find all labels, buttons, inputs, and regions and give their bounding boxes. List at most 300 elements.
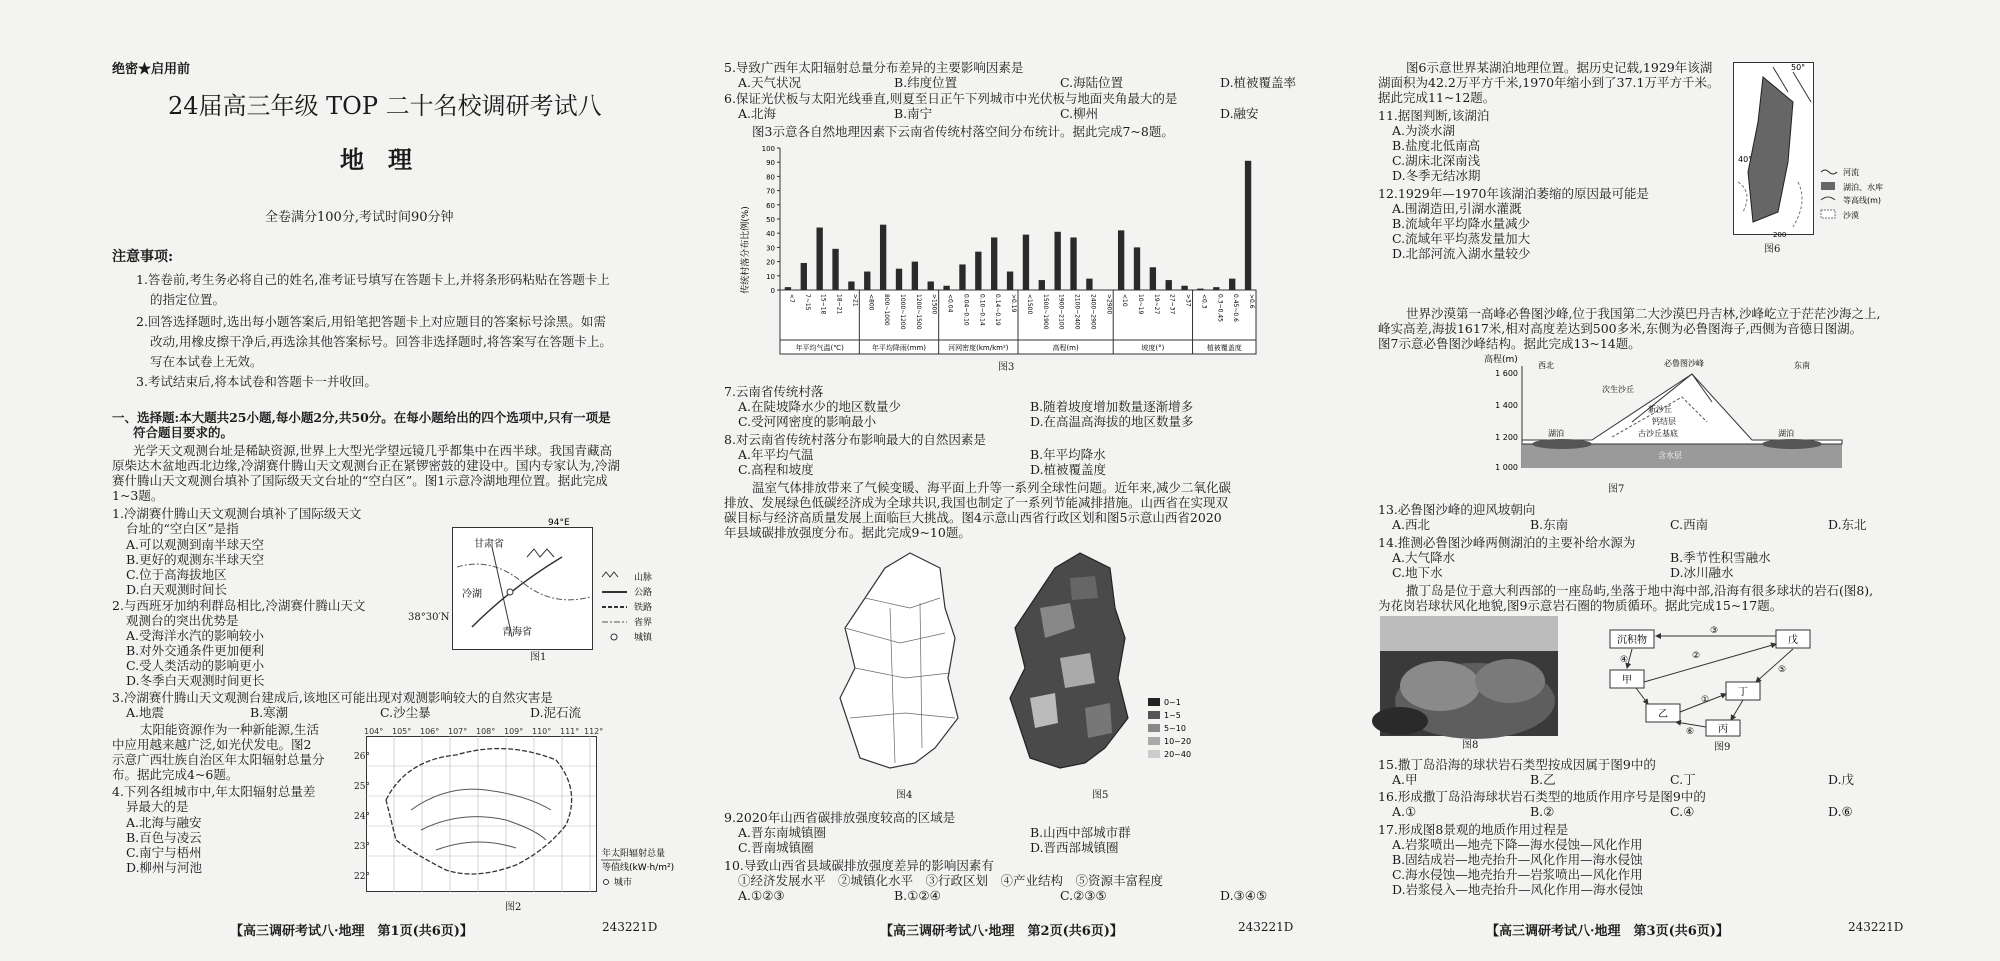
intro4-line: 温室气体排放带来了气候变暖、海平面上升等一系列全球性问题。近年来,减少二氧化碳 — [752, 480, 1231, 495]
chart-x-tick-label: >0.6 — [1248, 294, 1256, 309]
q4-stem: 异最大的是 — [126, 799, 189, 814]
q17-option: B.固结成岩—地壳抬升—风化作用—海水侵蚀 — [1392, 852, 1643, 867]
q15-option: A.甲 — [1392, 772, 1418, 787]
fig7-label: 钙结层 — [1652, 417, 1676, 426]
chart-group-label: 坡度(°) — [1141, 344, 1165, 352]
chart-bar — [1023, 235, 1029, 290]
fig1-legend: 城镇 — [634, 633, 653, 643]
q12-option: B.流域年平均降水量减少 — [1392, 216, 1531, 231]
chart-bar — [880, 225, 886, 290]
chart-bar — [959, 264, 965, 290]
q9-option: D.晋西部城镇圈 — [1030, 840, 1119, 855]
figure-3-bar-chart — [736, 140, 1266, 368]
chart-x-tick-label: <800 — [867, 294, 875, 311]
section-title-2: 符合题目要求的。 — [133, 425, 234, 440]
fig7-ytick: 1 000 — [1495, 463, 1518, 472]
chart-y-tick-label: 40 — [766, 230, 775, 239]
q17-stem: 17.形成图8景观的地质作用过程是 — [1378, 822, 1569, 837]
q12-option: A.围湖造田,引湖水灌溉 — [1392, 201, 1522, 216]
notes-title: 注意事项: — [112, 249, 174, 265]
fig2-lat: 26° — [354, 752, 370, 762]
q2-stem: 2.与西班牙加纳利群岛相比,冷湖赛什腾山天文 — [112, 598, 366, 613]
full-score: 全卷满分100分,考试时间90分钟 — [265, 210, 454, 225]
fig9-node: 沉积物 — [1617, 635, 1647, 646]
chart-bar — [1150, 267, 1156, 290]
chart-x-tick-label: 2400~2900 — [1089, 294, 1097, 330]
fig9-node: 丁 — [1738, 687, 1748, 698]
fig1-caption: 图1 — [530, 652, 547, 663]
fig9-num: ① — [1701, 695, 1710, 705]
q7-stem: 7.云南省传统村落 — [724, 384, 824, 399]
page-2 — [700, 0, 1350, 961]
note-line: 的指定位置。 — [150, 292, 226, 307]
secret-label: 绝密★启用前 — [112, 62, 191, 77]
page-3 — [1350, 0, 2000, 961]
q2-option: D.冬季白天观测时间更长 — [126, 673, 265, 688]
q11-stem: 11.据图判断,该湖泊 — [1378, 108, 1490, 123]
q10-option: D.③④⑤ — [1220, 888, 1268, 903]
q12-option: D.北部河流入湖水量较少 — [1392, 246, 1531, 261]
figure-2-map — [364, 727, 676, 900]
fig7-caption: 图7 — [1608, 484, 1625, 495]
fig2-lon: 109° — [504, 727, 524, 736]
chart-x-tick-label: 7~15 — [803, 294, 811, 311]
q13-option: C.西南 — [1670, 517, 1709, 532]
q16-option: A.① — [1392, 804, 1417, 819]
fig2-lat: 24° — [354, 812, 370, 822]
q6-stem: 6.保证光伏板与太阳光线垂直,则夏至日正午下列城市中光伏板与地面夹角最大的是 — [724, 91, 1178, 106]
subject-title: 地 理 — [340, 145, 412, 174]
river-icon — [1821, 170, 1837, 174]
figure-6-map — [1733, 62, 1893, 237]
chart-y-axis-label: 传统村落分布比例(%) — [741, 206, 751, 294]
note-line: 2.回答选择题时,选出每小题答案后,用铅笔把答题卡上对应题目的答案标号涂黑。如需 — [136, 314, 606, 329]
chart-x-tick-label: 1500~1900 — [1041, 294, 1049, 330]
lake-icon — [1821, 182, 1835, 190]
legend-swatch — [1148, 711, 1160, 719]
fig5-legend: 1~5 — [1164, 711, 1181, 720]
chart-x-tick-label: 800~1000 — [883, 294, 891, 326]
fig9-node: 戊 — [1788, 635, 1798, 646]
intro6-line: 峰实高差,海拔1617米,相对高度差达到500多米,东侧为必鲁图海子,西侧为音德日图湖。 — [1378, 321, 1863, 336]
chart-y-tick-label: 0 — [770, 287, 775, 295]
chart-bar — [1213, 287, 1219, 290]
fig3-caption: 图3 — [998, 362, 1015, 373]
page-footer: 【高三调研考试八·地理 第1页(共6页)】 — [230, 924, 473, 939]
page-code: 243221D — [1238, 920, 1294, 934]
q11-option: A.为淡水湖 — [1392, 123, 1456, 138]
chart-bar — [816, 228, 822, 290]
q8-option: B.年平均降水 — [1030, 447, 1106, 462]
fig5-legend: 10~20 — [1164, 737, 1192, 746]
q6-option: A.北海 — [738, 106, 777, 121]
q16-option: C.④ — [1670, 804, 1695, 819]
intro7-line: 为花岗岩球状风化地貌,图9示意岩石圈的物质循环。据此完成15~17题。 — [1378, 598, 1783, 613]
chart-x-tick-label: >37 — [1184, 294, 1192, 307]
q13-option: B.东南 — [1530, 517, 1569, 532]
fig6-contour: 200 — [1773, 231, 1787, 239]
q3-option: C.沙尘暴 — [380, 705, 431, 720]
chart-y-tick-label: 20 — [766, 258, 775, 267]
q4-option: B.百色与凌云 — [126, 830, 202, 845]
fig7-ytick: 1 600 — [1495, 369, 1518, 378]
fig6-legend: 沙漠 — [1843, 211, 1859, 220]
fig1-city-label: 冷湖 — [462, 589, 482, 600]
fig1-lat-label: 38°30′N — [408, 612, 450, 623]
q10-option: B.①②④ — [894, 888, 941, 903]
chart-bar — [864, 272, 870, 290]
q17-option: A.岩浆喷出—地壳下降—海水侵蚀—风化作用 — [1392, 837, 1643, 852]
fig2-caption: 图2 — [505, 902, 522, 913]
q11-option: B.盐度北低南高 — [1392, 138, 1481, 153]
q13-option: D.东北 — [1828, 517, 1867, 532]
q7-option: D.在高温高海拔的地区数量多 — [1030, 414, 1194, 429]
chart-bar — [1181, 286, 1187, 290]
fig4-caption: 图4 — [896, 790, 913, 801]
note-line: 写在本试卷上无效。 — [150, 354, 263, 369]
chart-bar — [896, 269, 902, 290]
fig7-label: 新沙丘 — [1648, 405, 1672, 414]
section-title: 一、选择题:本大题共25小题,每小题2分,共50分。在每小题给出的四个选项中,只有一项是 — [112, 410, 611, 425]
fig2-lon: 107° — [448, 727, 468, 736]
chart-bar — [1197, 289, 1203, 290]
chart-x-tick-label: 1900~2100 — [1057, 294, 1065, 330]
fig5-legend: 20~40 — [1164, 750, 1192, 759]
fig7-label: 湖泊 — [1548, 429, 1564, 438]
chart-y-tick-label: 50 — [766, 216, 775, 224]
chart-bar — [1229, 279, 1235, 290]
intro6-line: 世界沙漠第一高峰必鲁图沙峰,位于我国第二大沙漠巴丹吉林,沙峰屹立于茫茫沙海之上, — [1406, 306, 1881, 321]
intro4-line: 碳目标与经济高质量发展上面临巨大挑战。图4示意山西省行政区划和图5示意山西省2020 — [724, 510, 1222, 525]
chart-x-tick-label: 19~27 — [1152, 294, 1160, 315]
chart-y-tick-label: 100 — [761, 145, 775, 153]
intro7-line: 撒丁岛是位于意大利西部的一座岛屿,坐落于地中海中部,沿海有很多球状的岩石(图8), — [1406, 583, 1874, 598]
chart-bar — [912, 262, 918, 290]
intro2-line: 示意广西壮族自治区年太阳辐射总量分 — [112, 752, 325, 767]
chart-bar — [1054, 232, 1060, 290]
fig2-lon: 110° — [532, 727, 552, 736]
page-footer: 【高三调研考试八·地理 第3页(共6页)】 — [1486, 924, 1729, 939]
chart-x-tick-label: <0.04 — [946, 294, 954, 313]
fig2-lon: 108° — [476, 727, 496, 736]
figure-5-map — [1000, 548, 1220, 778]
q7-option: B.随着坡度增加数量逐渐增多 — [1030, 399, 1194, 414]
fig1-legend: 省界 — [634, 618, 653, 628]
q17-option: D.岩浆侵入—地壳抬升—风化作用—海水侵蚀 — [1392, 882, 1644, 897]
chart-x-tick-label: 0.45~0.6 — [1232, 294, 1240, 322]
q15-option: C.丁 — [1670, 772, 1696, 787]
q2-stem: 观测台的突出优势是 — [126, 613, 239, 628]
chart-y-tick-label: 10 — [766, 272, 775, 281]
intro2-line: 太阳能资源作为一种新能源,生活 — [140, 722, 319, 737]
q5-option: C.海陆位置 — [1060, 75, 1124, 90]
fig2-lon: 111° — [560, 727, 580, 736]
q17-option: C.海水侵蚀—地壳抬升—岩浆喷出—风化作用 — [1392, 867, 1643, 882]
q10-option: A.①②③ — [738, 888, 785, 903]
chart-y-tick-label: 60 — [766, 201, 775, 210]
chart-bar — [975, 252, 981, 290]
q5-option: A.天气状况 — [738, 75, 802, 90]
fig7-label: 次生沙丘 — [1602, 385, 1634, 394]
fig9-num: ② — [1692, 651, 1701, 661]
chart-bar — [991, 237, 997, 290]
q8-option: C.高程和坡度 — [738, 462, 814, 477]
q6-option: D.融安 — [1220, 106, 1259, 121]
q8-stem: 8.对云南省传统村落分布影响最大的自然因素是 — [724, 432, 986, 447]
q9-option: C.晋南城镇圈 — [738, 840, 814, 855]
q16-option: B.② — [1530, 804, 1555, 819]
contour-icon — [1821, 197, 1835, 200]
fig1-legend: 山脉 — [634, 573, 653, 583]
fig9-num: ⑤ — [1778, 665, 1787, 675]
chart-x-tick-label: <7 — [787, 294, 795, 303]
q14-option: B.季节性积雪融水 — [1670, 550, 1771, 565]
fig9-num: ④ — [1620, 655, 1629, 665]
q4-option: D.柳州与河池 — [126, 860, 203, 875]
fig2-legend: 年太阳辐射总量 — [602, 849, 666, 859]
chart-x-tick-label: >1500 — [930, 294, 938, 315]
fig6-lon: 50° — [1791, 63, 1806, 72]
q9-stem: 9.2020年山西省碳排放强度较高的区域是 — [724, 810, 956, 825]
figure-4-map — [830, 548, 980, 778]
chart-x-tick-label: <1500 — [1025, 294, 1033, 315]
q4-option: A.北海与融安 — [126, 815, 202, 830]
chart-x-tick-label: 0.3~0.45 — [1216, 294, 1224, 322]
q12-stem: 12.1929年—1970年该湖泊萎缩的原因最可能是 — [1378, 186, 1650, 201]
fig7-label: 古沙丘基底 — [1638, 429, 1678, 438]
page-code: 243221D — [1848, 920, 1904, 934]
q1-option: C.位于高海拔地区 — [126, 567, 227, 582]
fig5-caption: 图5 — [1092, 790, 1109, 801]
figure-9-rock-cycle — [1606, 622, 1836, 737]
intro2-line: 布。据此完成4~6题。 — [112, 767, 239, 782]
chart-y-tick-label: 90 — [766, 159, 775, 168]
q1-option: A.可以观测到南半球天空 — [126, 537, 265, 552]
chart-x-tick-label: 2100~2400 — [1073, 294, 1081, 330]
fig7-ylabel: 高程(m) — [1484, 355, 1518, 365]
mountain-icon — [602, 572, 618, 577]
q9-option: B.山西中部城市群 — [1030, 825, 1131, 840]
fig1-legend: 铁路 — [634, 603, 653, 613]
intro4-line: 年县域碳排放强度分布。据此完成9~10题。 — [724, 525, 971, 540]
q11-option: C.湖床北深南浅 — [1392, 153, 1481, 168]
q4-stem: 4.下列各组城市中,年太阳辐射总量差 — [112, 784, 316, 799]
chart-bar — [1245, 161, 1251, 290]
chart-x-tick-label: 0.14~0.19 — [994, 294, 1002, 326]
chart-bar — [1039, 280, 1045, 290]
chart-bar — [1166, 280, 1172, 290]
chart-bar — [928, 281, 934, 290]
q6-option: B.南宁 — [894, 106, 933, 121]
exam-title: 24届高三年级 TOP 二十名校调研考试八 — [168, 92, 602, 120]
q1-stem: 1.冷湖赛什腾山天文观测台填补了国际级天文 — [112, 506, 362, 521]
q1-option: D.白天观测时间长 — [126, 582, 228, 597]
intro5-line: 据此完成11~12题。 — [1378, 90, 1496, 105]
fig6-caption: 图6 — [1764, 244, 1781, 255]
chart-bar — [943, 286, 949, 290]
intro5-line: 湖面积为42.2万平方千米,1970年缩小到了37.1万平方千米。 — [1378, 75, 1720, 90]
fig1-lon-label: 94°E — [548, 518, 570, 528]
fig2-lat: 23° — [354, 842, 370, 852]
fig5-legend: 5~10 — [1164, 724, 1186, 733]
fig7-label: 湖泊 — [1778, 429, 1794, 438]
fig9-node: 乙 — [1658, 709, 1668, 720]
q10-factors: ①经济发展水平 ②城镇化水平 ③行政区划 ④产业结构 ⑤资源丰富程度 — [738, 873, 1164, 888]
legend-swatch — [1148, 698, 1160, 706]
legend-swatch — [1148, 724, 1160, 732]
q5-option: B.纬度位置 — [894, 75, 958, 90]
chart-group-label: 年平均气温(℃) — [795, 344, 844, 352]
intro5-line: 图6示意世界某湖泊地理位置。据历史记载,1929年该湖 — [1406, 60, 1713, 75]
q15-option: B.乙 — [1530, 772, 1556, 787]
chart-bar — [1118, 230, 1124, 290]
page-1 — [0, 0, 700, 961]
city-icon — [604, 880, 609, 885]
figure-1-map — [452, 518, 692, 651]
fig2-lat: 25° — [354, 782, 370, 792]
chart-x-tick-label: >21 — [851, 294, 859, 307]
fig2-lon: 112° — [584, 727, 604, 736]
intro-line: 赛什腾山天文观测台填补了国际级天文台址的“空白区”。图1示意冷湖地理位置。据此完成 — [112, 473, 608, 488]
fig2-lat: 22° — [354, 872, 370, 882]
chart-x-tick-label: 1000~1200 — [899, 294, 906, 330]
fig1-province-label: 甘肃省 — [474, 539, 504, 550]
chart-bar — [1086, 279, 1092, 290]
q14-stem: 14.推测必鲁图沙峰两侧湖泊的主要补给水源为 — [1378, 535, 1636, 550]
chart-y-tick-label: 30 — [766, 244, 775, 253]
chart-bar — [785, 287, 791, 290]
fig8-caption: 图8 — [1462, 740, 1479, 751]
fig7-direction: 西北 — [1538, 361, 1554, 370]
chart-y-tick-label: 80 — [766, 173, 775, 182]
page-code: 243221D — [602, 920, 658, 934]
fig9-num: ③ — [1710, 626, 1719, 636]
chart-group-label: 植被覆盖度 — [1206, 344, 1242, 352]
q8-option: A.年平均气温 — [738, 447, 814, 462]
fig2-lon: 104° — [364, 727, 384, 736]
fig2-legend: 等值线(kW·h/m²) — [602, 863, 675, 873]
chart-bar — [1070, 237, 1076, 290]
q6-option: C.柳州 — [1060, 106, 1099, 121]
fig9-node: 甲 — [1622, 675, 1632, 686]
fig7-label: 含水层 — [1658, 451, 1682, 460]
fig2-legend: 城市 — [614, 878, 633, 888]
note-line: 1.答卷前,考生务必将自己的姓名,准考证号填写在答题卡上,并将条形码粘贴在答题卡上 — [136, 272, 610, 287]
q12-option: C.流域年平均蒸发量加大 — [1392, 231, 1531, 246]
q14-option: D.冰川融水 — [1670, 565, 1734, 580]
chart-x-tick-label: >0.19 — [1010, 294, 1018, 313]
chart-x-tick-label: 0.10~0.14 — [978, 294, 986, 326]
chart-bar — [832, 249, 838, 290]
q13-option: A.西北 — [1392, 517, 1431, 532]
q15-option: D.戊 — [1828, 772, 1855, 787]
fig5-legend: 0~1 — [1164, 698, 1181, 707]
q14-option: A.大气降水 — [1392, 550, 1456, 565]
q5-stem: 5.导致广西年太阳辐射总量分布差异的主要影响因素是 — [724, 60, 1024, 75]
fig1-legend: 公路 — [634, 588, 653, 598]
town-icon — [611, 634, 617, 640]
intro-line: 光学天文观测台址是稀缺资源,世界上大型光学望远镜几乎都集中在西半球。我国青藏高 — [133, 443, 612, 458]
chart-x-tick-label: 10~19 — [1137, 294, 1144, 315]
q16-option: D.⑥ — [1828, 804, 1853, 819]
chart-x-tick-label: <10 — [1121, 294, 1129, 307]
chart-group-label: 高程(m) — [1052, 344, 1079, 352]
fig7-ytick: 1 400 — [1495, 401, 1518, 410]
chart-x-tick-label: 1200~1500 — [914, 294, 922, 330]
q11-option: D.冬季无结冰期 — [1392, 168, 1481, 183]
fig2-lon: 106° — [420, 727, 440, 736]
intro4-line: 排放、发展绿色低碳经济成为全球共识,我国也制定了一系列节能减排措施。山西省在实现双 — [724, 495, 1228, 510]
q3-option: A.地震 — [126, 705, 165, 720]
page-footer: 【高三调研考试八·地理 第2页(共6页)】 — [880, 924, 1123, 939]
chart-x-tick-label: 15~18 — [819, 294, 827, 315]
q3-stem: 3.冷湖赛什腾山天文观测台建成后,该地区可能出现对观测影响较大的自然灾害是 — [112, 690, 553, 705]
q9-option: A.晋东南城镇圈 — [738, 825, 827, 840]
q8-option: D.植被覆盖度 — [1030, 462, 1107, 477]
chart-x-tick-label: 27~37 — [1168, 294, 1176, 315]
fig9-caption: 图9 — [1714, 742, 1731, 753]
q10-option: C.②③⑤ — [1060, 888, 1107, 903]
chart-y-tick-label: 70 — [766, 187, 775, 196]
intro2-line: 中应用越来越广泛,如光伏发电。图2 — [112, 737, 312, 752]
fig6-legend: 河流 — [1843, 168, 1859, 177]
q5-option: D.植被覆盖率 — [1220, 75, 1297, 90]
fig9-node: 丙 — [1718, 724, 1728, 735]
intro6-line: 图7示意必鲁图沙峰结构。据此完成13~14题。 — [1378, 336, 1641, 351]
fig2-lon: 105° — [392, 727, 412, 736]
chart-x-tick-label: 18~21 — [835, 294, 843, 315]
chart-x-tick-label: <0.3 — [1200, 294, 1208, 309]
fig6-lat: 40° — [1738, 155, 1753, 164]
chart-x-tick-label: 0.04~0.10 — [962, 294, 970, 326]
q4-option: C.南宁与梧州 — [126, 845, 202, 860]
fig7-direction: 东南 — [1794, 361, 1810, 370]
fig9-num: ⑥ — [1686, 727, 1695, 737]
fig6-legend: 湖泊、水库 — [1843, 183, 1883, 192]
q2-option: C.受人类活动的影响更小 — [126, 658, 265, 673]
q10-stem: 10.导致山西省县域碳排放强度差异的影响因素有 — [724, 858, 994, 873]
q3-option: B.寒潮 — [250, 705, 289, 720]
fig7-ytick: 1 200 — [1495, 433, 1518, 442]
chart-x-tick-label: >2900 — [1105, 294, 1113, 315]
legend-swatch — [1148, 750, 1160, 758]
q1-stem: 台址的“空白区”是指 — [126, 521, 239, 536]
chart-bar — [848, 281, 854, 290]
figure-8-photo — [1380, 616, 1558, 736]
legend-swatch — [1148, 737, 1160, 745]
q3-option: D.泥石流 — [530, 705, 582, 720]
chart-bar — [1134, 247, 1140, 290]
intro3: 图3示意各自然地理因素下云南省传统村落空间分布统计。据此完成7~8题。 — [752, 124, 1174, 139]
chart-group-label: 年平均降雨(mm) — [871, 344, 927, 352]
q2-option: A.受海洋水汽的影响较小 — [126, 628, 265, 643]
q7-option: C.受河网密度的影响最小 — [738, 414, 877, 429]
q1-option: B.更好的观测东半球天空 — [126, 552, 265, 567]
q2-option: B.对外交通条件更加便利 — [126, 643, 265, 658]
fig7-label: 必鲁图沙峰 — [1664, 359, 1704, 368]
q15-stem: 15.撒丁岛沿海的球状岩石类型按成因属于图9中的 — [1378, 757, 1656, 772]
fig6-legend: 等高线(m) — [1843, 196, 1882, 205]
chart-bar — [801, 263, 807, 290]
desert-icon — [1821, 210, 1835, 218]
note-line: 3.考试结束后,将本试卷和答题卡一并收回。 — [136, 374, 377, 389]
q7-option: A.在陡坡降水少的地区数量少 — [738, 399, 902, 414]
q16-stem: 16.形成撒丁岛沿海球状岩石类型的地质作用序号是图9中的 — [1378, 789, 1706, 804]
intro-line: 1~3题。 — [112, 488, 164, 503]
chart-group-label: 河网密度(km/km²) — [948, 344, 1009, 352]
figure-7-profile — [1482, 352, 1842, 480]
q13-stem: 13.必鲁图沙峰的迎风坡朝向 — [1378, 502, 1536, 517]
